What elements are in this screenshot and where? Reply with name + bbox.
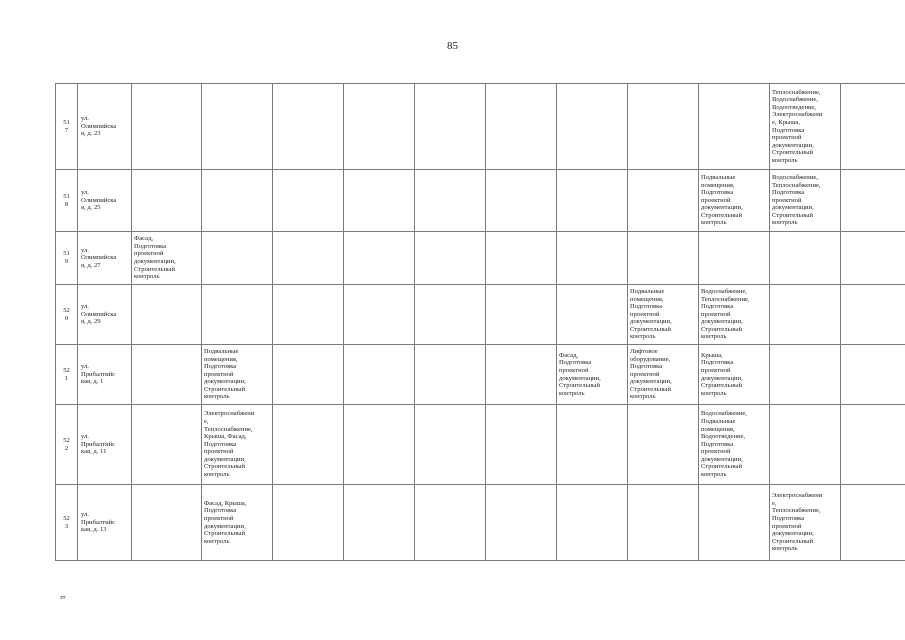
- work-cell: [486, 84, 557, 170]
- work-cell: Электроснабжени е, Теплоснабжение, Подготовка проектной документации, Строительный контроль: [770, 485, 841, 561]
- address-cell: ул. Олимпийска я, д. 23: [78, 84, 132, 170]
- work-cell: [628, 170, 699, 232]
- work-cell: [415, 345, 486, 405]
- address-cell: ул. Олимпийска я, д. 25: [78, 170, 132, 232]
- work-cell: [486, 485, 557, 561]
- work-cell: Водоснабжение, Теплоснабжение, Подготовка проектной документации, Строительный контроль: [770, 170, 841, 232]
- table-row: [56, 485, 905, 561]
- work-cell: [841, 405, 905, 485]
- work-cell: [202, 84, 273, 170]
- work-cell: [770, 405, 841, 485]
- work-cell: [770, 285, 841, 345]
- address-cell: ул. Прибалтийс кая, д. 1: [78, 345, 132, 405]
- work-cell: [344, 345, 415, 405]
- work-cell: [841, 84, 905, 170]
- work-cell: Фасад, Крыша, Подготовка проектной документации, Строительный контроль: [202, 485, 273, 561]
- work-cell: [344, 232, 415, 285]
- work-cell: [273, 84, 344, 170]
- work-cell: [132, 405, 202, 485]
- work-cell: [273, 345, 344, 405]
- table-row: [56, 345, 905, 405]
- work-cell: [486, 285, 557, 345]
- row-number: 51 7: [56, 84, 78, 170]
- work-cell: [344, 405, 415, 485]
- work-cell: [415, 84, 486, 170]
- work-cell: [344, 285, 415, 345]
- address-cell: ул. Олимпийска я, д. 29: [78, 285, 132, 345]
- row-number: 51 8: [56, 170, 78, 232]
- work-cell: Электроснабжени е, Теплоснабжение, Крыша, Фасад, Подготовка проектной документации, Строительный контроль: [202, 405, 273, 485]
- work-cell: [415, 285, 486, 345]
- work-cell: [557, 170, 628, 232]
- row-number: 52 0: [56, 285, 78, 345]
- work-cell: [486, 405, 557, 485]
- work-cell: [770, 345, 841, 405]
- work-cell: [132, 84, 202, 170]
- row-number: 52 2: [56, 405, 78, 485]
- work-cell: [628, 485, 699, 561]
- work-cell: [273, 232, 344, 285]
- work-cell: [557, 285, 628, 345]
- work-cell: [557, 84, 628, 170]
- work-cell: [344, 84, 415, 170]
- work-cell: [628, 84, 699, 170]
- work-cell: Подвальные помещения, Подготовка проектной документации, Строительный контроль: [628, 285, 699, 345]
- schedule-table: [55, 83, 905, 561]
- work-cell: Фасад, Подготовка проектной документации, Строительный контроль: [132, 232, 202, 285]
- work-cell: [415, 232, 486, 285]
- work-cell: [699, 485, 770, 561]
- work-cell: [273, 405, 344, 485]
- work-cell: [415, 170, 486, 232]
- work-cell: [486, 345, 557, 405]
- work-cell: [841, 285, 905, 345]
- work-cell: [273, 170, 344, 232]
- work-cell: [486, 232, 557, 285]
- work-cell: [841, 232, 905, 285]
- work-cell: [770, 232, 841, 285]
- work-cell: Теплоснабжение, Водоснабжение, Водоотведение, Электроснабжени е, Крыша, Подготовка проектной документации, Строительный контроль: [770, 84, 841, 170]
- address-cell: ул. Прибалтийс кая, д. 11: [78, 405, 132, 485]
- work-cell: Фасад, Подготовка проектной документации, Строительный контроль: [557, 345, 628, 405]
- footer-mark: зт: [60, 594, 66, 601]
- work-cell: [273, 285, 344, 345]
- work-cell: [415, 405, 486, 485]
- work-cell: [132, 345, 202, 405]
- work-cell: Подвальные помещения, Подготовка проектной документации, Строительный контроль: [202, 345, 273, 405]
- work-cell: [628, 232, 699, 285]
- work-cell: Крыша, Подготовка проектной документации, Строительный контроль: [699, 345, 770, 405]
- table-row: [56, 84, 905, 170]
- table-row: [56, 405, 905, 485]
- work-cell: [132, 170, 202, 232]
- work-cell: [132, 285, 202, 345]
- work-cell: Водоснабжение, Теплоснабжение, Подготовка проектной документации, Строительный контроль: [699, 285, 770, 345]
- work-cell: [132, 485, 202, 561]
- table-row: [56, 170, 905, 232]
- row-number: 52 1: [56, 345, 78, 405]
- work-cell: Подвальные помещения, Подготовка проектной документации, Строительный контроль: [699, 170, 770, 232]
- work-cell: [699, 84, 770, 170]
- work-cell: [486, 170, 557, 232]
- work-cell: [202, 285, 273, 345]
- work-cell: [344, 170, 415, 232]
- work-cell: [841, 170, 905, 232]
- work-cell: [202, 232, 273, 285]
- work-cell: [557, 405, 628, 485]
- work-cell: [415, 485, 486, 561]
- page-number: 85: [447, 40, 458, 52]
- work-cell: [557, 232, 628, 285]
- table-row: [56, 285, 905, 345]
- address-cell: ул. Олимпийска я, д. 27: [78, 232, 132, 285]
- work-cell: [557, 485, 628, 561]
- work-cell: [841, 345, 905, 405]
- work-cell: [841, 485, 905, 561]
- row-number: 52 3: [56, 485, 78, 561]
- work-cell: [699, 232, 770, 285]
- table-row: [56, 232, 905, 285]
- work-cell: [628, 405, 699, 485]
- row-number: 51 9: [56, 232, 78, 285]
- work-cell: [344, 485, 415, 561]
- address-cell: ул. Прибалтийс кая, д. 13: [78, 485, 132, 561]
- work-cell: [202, 170, 273, 232]
- work-cell: Лифтовое оборудование, Подготовка проектной документации, Строительный контроль: [628, 345, 699, 405]
- work-cell: [273, 485, 344, 561]
- work-cell: Водоснабжение, Подвальные помещения, Водоотведение, Подготовка проектной документации, Строительный контроль: [699, 405, 770, 485]
